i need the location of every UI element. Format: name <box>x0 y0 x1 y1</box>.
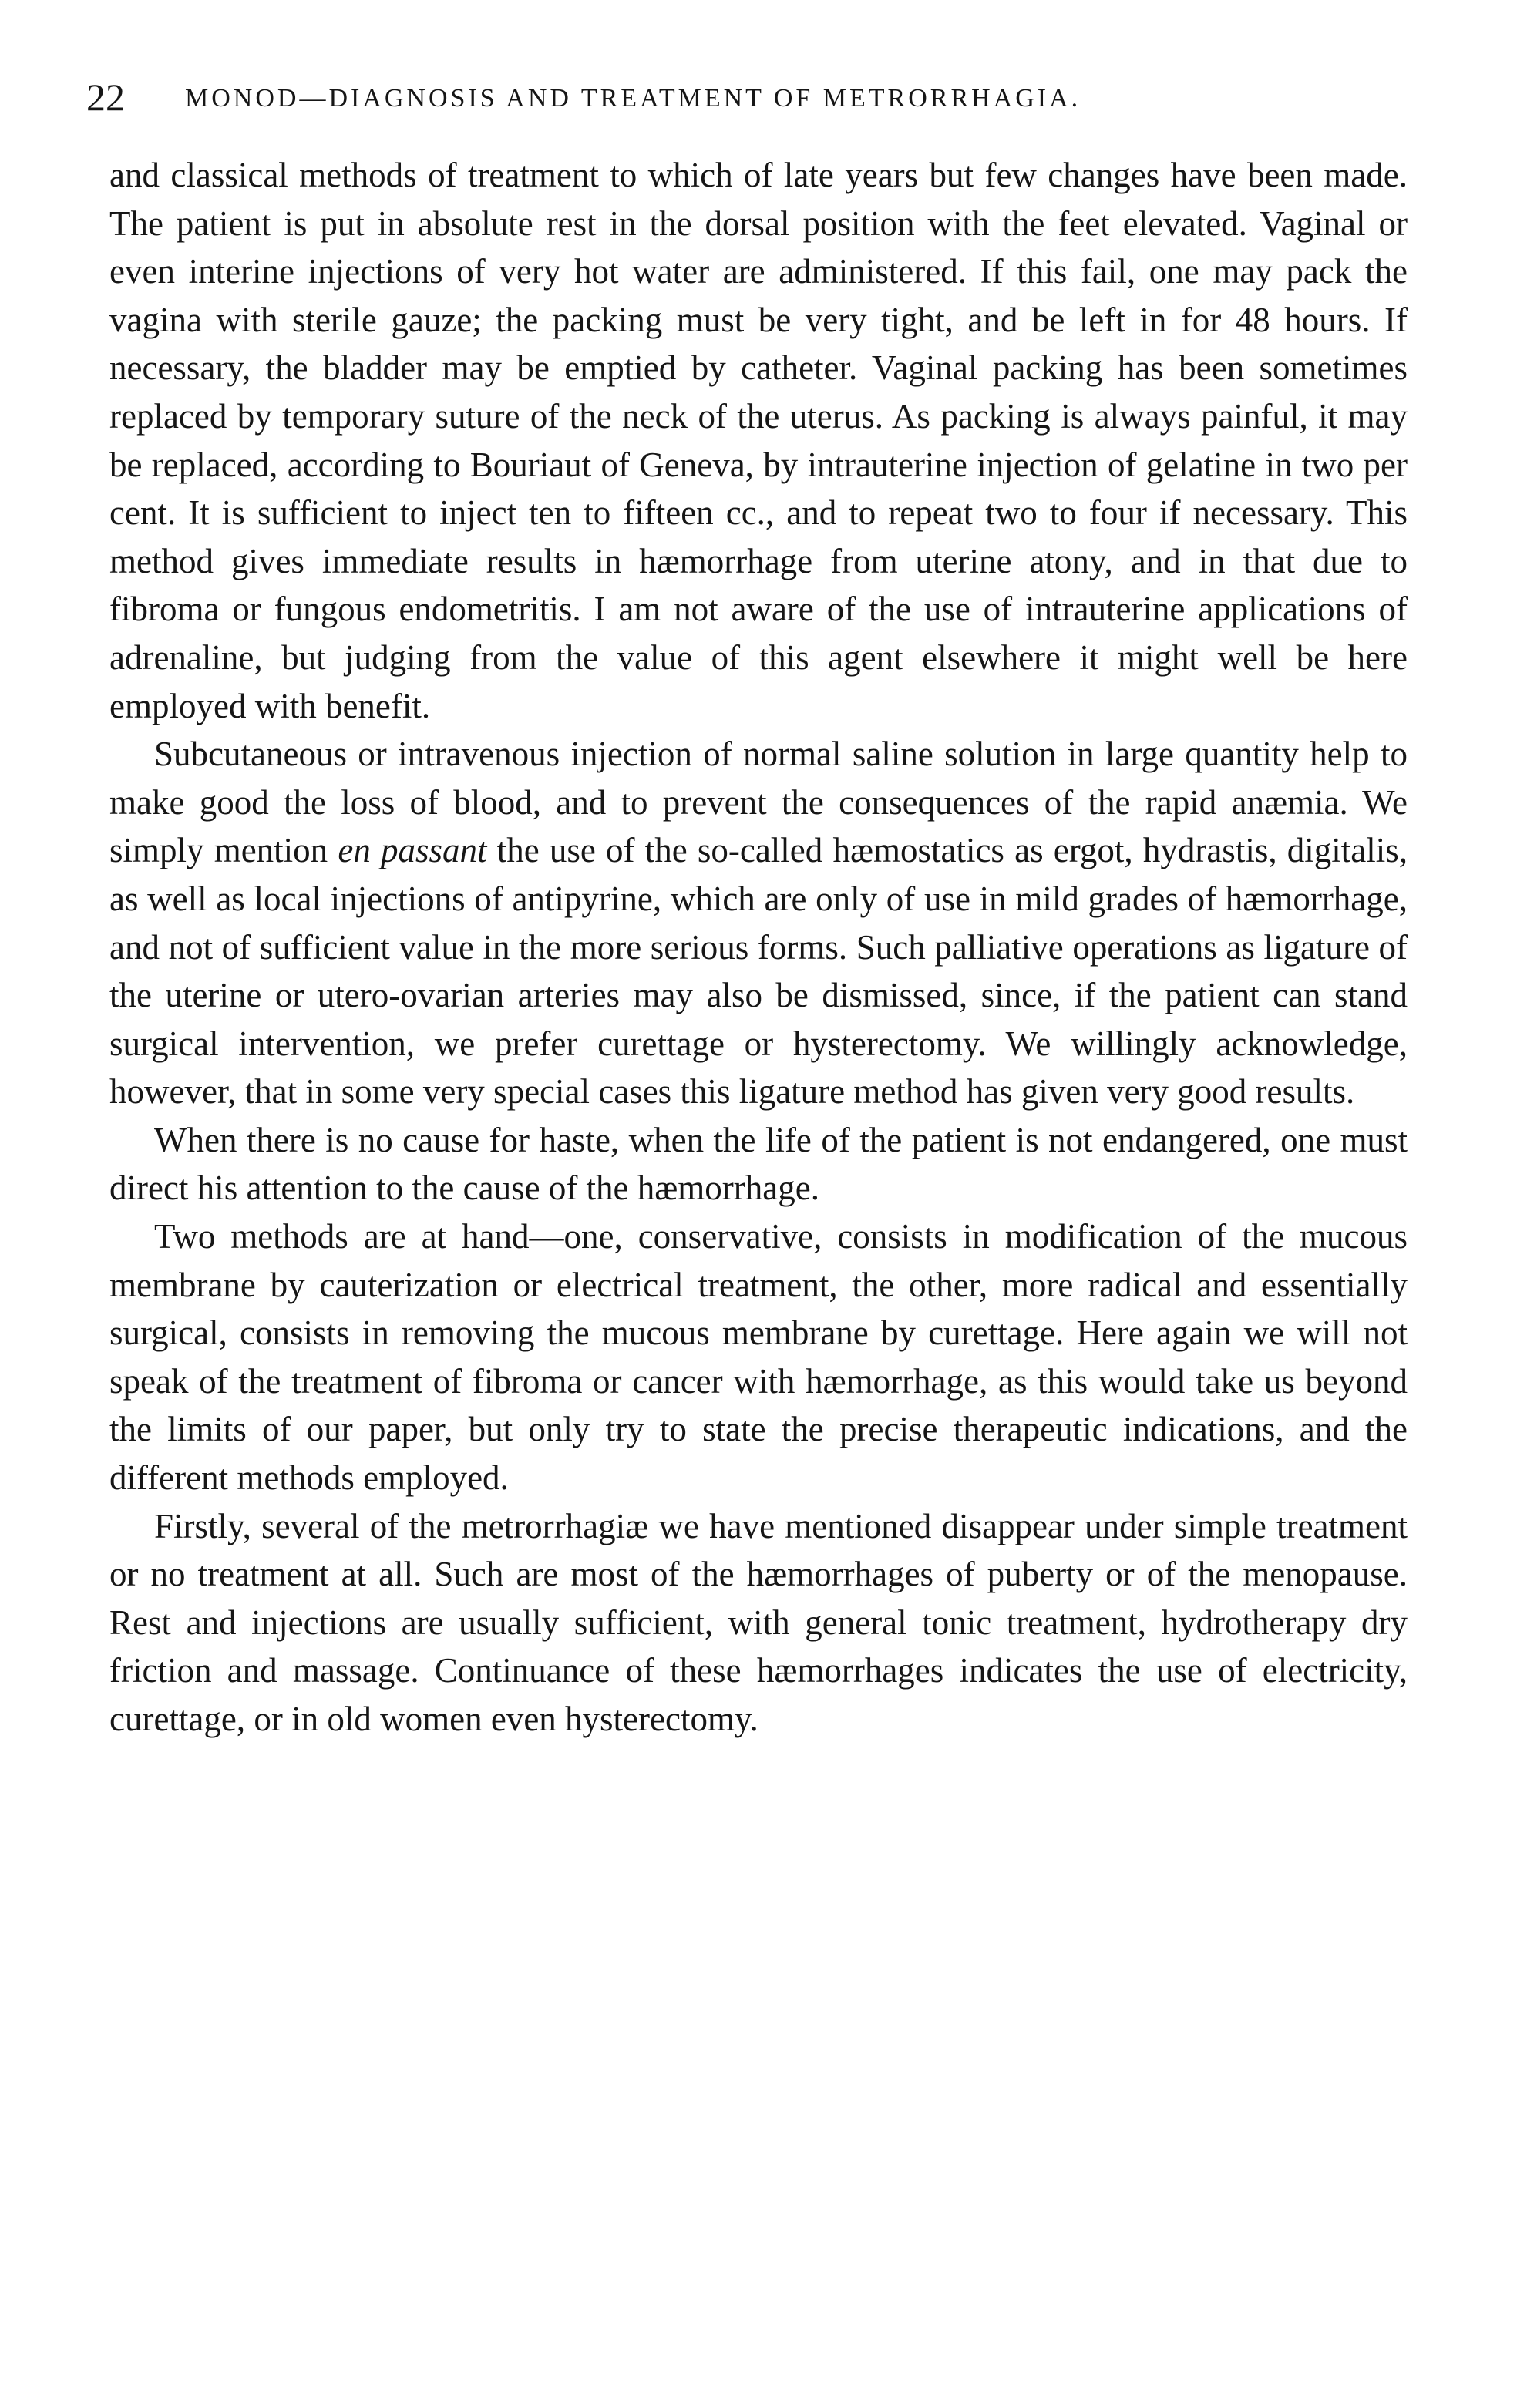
paragraph-two-methods: Two methods are at hand—one, conservative, consists in modification of the mucous membrane by cauterization or electrical treatment, the other, more radical and essentially surgical, consists in removing the mucous membrane by curettage. Here again we will not speak of the treatment of fibroma or cancer with hæmorrhage, as this would take us beyond the limits of our paper, but only try to state the precise therapeutic indications, and the different methods employed. <box>109 1217 1408 1498</box>
paragraph-treatment-methods: and classical methods of treatment to which of late years but few changes have been made. The patient is put in absolute rest in the dorsal position with the feet elevated. Vaginal or even interine injections of very hot water are administered. If this fail, one may pack the vagina with sterile gauze; the packing must be very tight, and be left in for 48 hours. If necessary, the bladder may be emptied by catheter. Vaginal packing has been sometimes replaced by temporary suture of the neck of the uterus. As packing is always painful, it may be replaced, according to Bouriaut of Geneva, by intrauterine injection of gelatine in two per cent. It is sufficient to inject ten to fifteen cc., and to repeat two to four if necessary. This method gives immediate results in hæmorrhage from uterine atony, and in that due to fibroma or fungous endometritis. I am not aware of the use of intrauterine applications of adrenaline, but judging from the value of this agent elsewhere it might well be here employed with benefit. <box>109 156 1408 725</box>
body-text <box>109 151 1408 1744</box>
paragraph-no-haste: When there is no cause for haste, when the life of the patient is not endangered, one must direct his attention to the cause of the hæmorrhage. <box>109 1120 1408 1208</box>
running-head <box>86 74 1397 129</box>
paragraph-firstly: Firstly, several of the metrorrhagiæ we have mentioned disappear under simple treatment or no treatment at all. Such are most of the hæmorrhages of puberty or of the menopause. Rest and injections are usually sufficient, with general tonic treatment, hydrotherapy dry friction and massage. Continuance of these hæmorrhages indicates the use of electricity, curettage, or in old women even hysterectomy. <box>109 1506 1408 1738</box>
italic-phrase: en passant <box>338 831 487 870</box>
running-title: MONOD—DIAGNOSIS AND TREATMENT OF METRORRHAGIA. <box>185 84 1081 113</box>
paragraph-text-segment: Subcutaneous or intravenous injection of normal saline solution in large quantity help to make good the loss of blood, and to prevent the consequences of the rapid anæmia. We simply mention <box>109 735 1408 870</box>
page-number: 22 <box>86 76 125 119</box>
paragraph-saline-injection <box>109 730 1408 1116</box>
paragraph-text-segment: the use of the so-called hæmostatics as ergot, hydrastis, digitalis, as well as local injections of antipyrine, which are only of use in mild grades of hæmorrhage, and not of sufficient value in the more serious forms. Such palliative operations as ligature of the uterine or utero-ovarian arteries may also be dismissed, since, if the patient can stand surgical intervention, we prefer curettage or hysterectomy. We willingly acknowledge, however, that in some very special cases this ligature method has given very good results. <box>109 831 1408 1112</box>
